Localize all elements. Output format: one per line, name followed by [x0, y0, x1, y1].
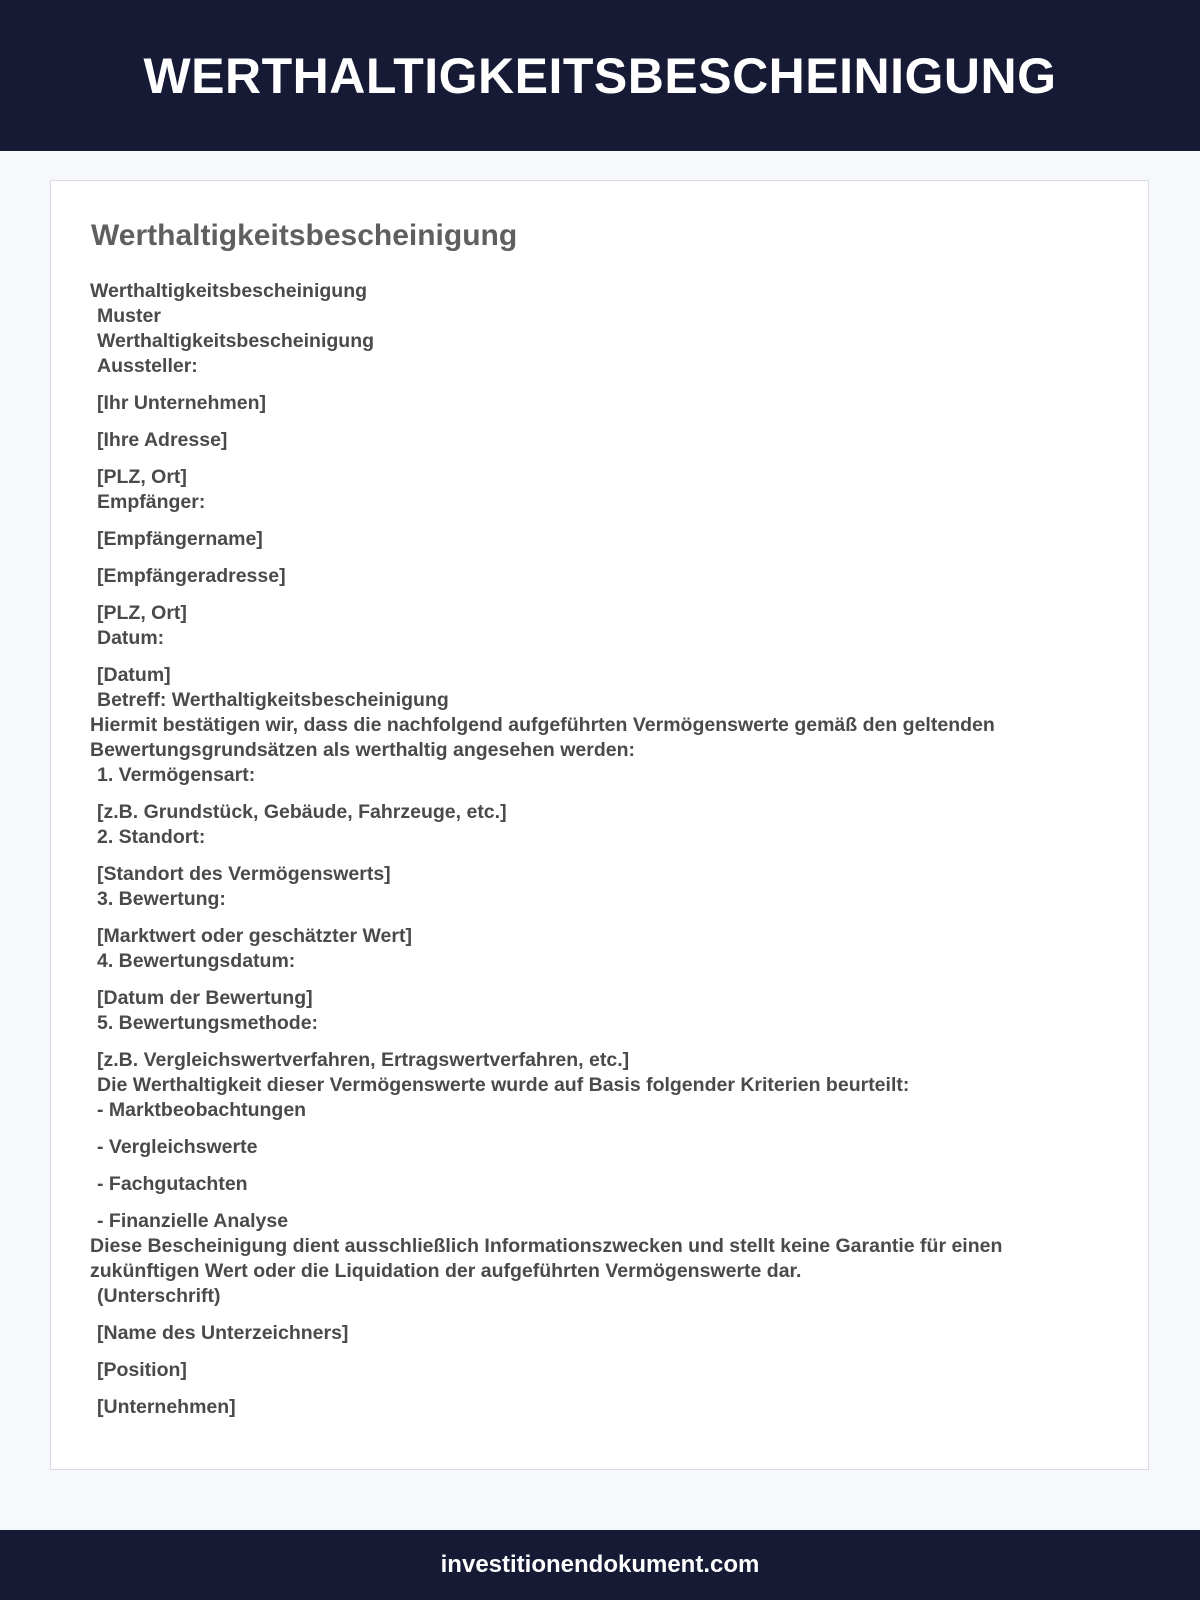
- valuation-date-label: 4. Bewertungsdatum:: [97, 950, 296, 972]
- location-label: 2. Standort:: [97, 826, 206, 848]
- disclaimer-paragraph: Diese Bescheinigung dient ausschließlich Informationszwecken und stellt keine Garantie für einen zukünftigen Wert oder die Liquidation der aufgeführten Vermögenswerte dar.: [90, 1235, 1003, 1282]
- signer-position: [Position]: [97, 1359, 187, 1381]
- asset-type-label: 1. Vermögensart:: [97, 764, 256, 786]
- document-card: [50, 180, 1149, 1470]
- site-footer: [0, 1530, 1200, 1600]
- criteria-item: - Vergleichswerte: [97, 1136, 258, 1158]
- criteria-item: - Finanzielle Analyse: [97, 1210, 289, 1232]
- valuation-label: 3. Bewertung:: [97, 888, 226, 910]
- signer-company: [Unternehmen]: [97, 1396, 236, 1418]
- recipient-address: [Empfängeradresse]: [97, 565, 286, 587]
- doc-heading-line: Werthaltigkeitsbescheinigung: [90, 280, 368, 302]
- confirmation-paragraph: Hiermit bestätigen wir, dass die nachfolgend aufgeführten Vermögenswerte gemäß den geltenden Bewertungsgrundsätzen als werthaltig angesehen werden:: [90, 714, 995, 761]
- date-value: [Datum]: [97, 664, 171, 686]
- valuation-date-value: [Datum der Bewertung]: [97, 987, 313, 1009]
- doc-muster-line: Muster: [97, 305, 161, 327]
- recipient-zip-city: [PLZ, Ort]: [97, 602, 187, 624]
- location-value: [Standort des Vermögenswerts]: [97, 863, 391, 885]
- document-body: [90, 279, 1090, 1420]
- asset-type-value: [z.B. Grundstück, Gebäude, Fahrzeuge, etc.]: [97, 801, 507, 823]
- doc-subheading-line: Werthaltigkeitsbescheinigung: [97, 330, 375, 352]
- recipient-name: [Empfängername]: [97, 528, 263, 550]
- criteria-intro: Die Werthaltigkeit dieser Vermögenswerte wurde auf Basis folgender Kriterien beurteilt:: [97, 1074, 910, 1096]
- site-header: [0, 0, 1200, 151]
- document-title: Werthaltigkeitsbescheinigung: [91, 219, 518, 252]
- valuation-value: [Marktwert oder geschätzter Wert]: [97, 925, 412, 947]
- issuer-address: [Ihre Adresse]: [97, 429, 228, 451]
- issuer-label: Aussteller:: [97, 355, 198, 377]
- issuer-zip-city: [PLZ, Ort]: [97, 466, 187, 488]
- criteria-item: - Fachgutachten: [97, 1173, 248, 1195]
- signature-label: (Unterschrift): [97, 1285, 221, 1307]
- valuation-method-value: [z.B. Vergleichswertverfahren, Ertragswertverfahren, etc.]: [97, 1049, 630, 1071]
- date-label: Datum:: [97, 627, 165, 649]
- signer-name: [Name des Unterzeichners]: [97, 1322, 349, 1344]
- valuation-method-label: 5. Bewertungsmethode:: [97, 1012, 319, 1034]
- recipient-label: Empfänger:: [97, 491, 206, 513]
- header-title: WERTHALTIGKEITSBESCHEINIGUNG: [143, 47, 1057, 104]
- issuer-company: [Ihr Unternehmen]: [97, 392, 267, 414]
- criteria-item: - Marktbeobachtungen: [97, 1099, 307, 1121]
- subject-line: Betreff: Werthaltigkeitsbescheinigung: [97, 689, 449, 711]
- footer-site-link[interactable]: investitionendokument.com: [440, 1551, 760, 1578]
